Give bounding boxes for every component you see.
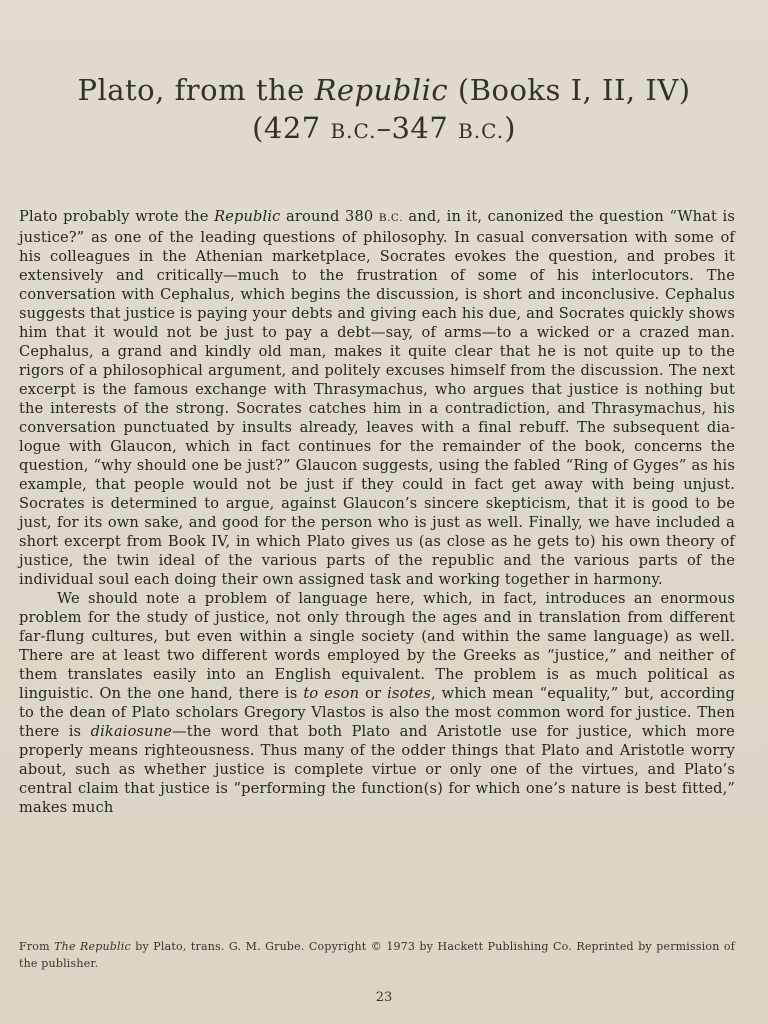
greek-term: dikaiosune <box>90 723 173 740</box>
body-text <box>19 207 735 817</box>
footnote-text: From <box>19 940 55 953</box>
text-run: , which mean “equality,” but, according to the dean of Plato scholars Gregory Vlastos is also the most common word for justice. Then there is <box>19 685 735 740</box>
era-label: B.C. <box>458 119 505 144</box>
date-text: ) <box>504 111 516 146</box>
text-run: and, in it, canonized the question “What is justice?” as one of the leading questions of philosophy. In casual conversation with some of his colleagues in the Athenian marketplace, Socrates evokes the question, and probes it extensively and critically—much to the frustration of some of his interlocutors. The conversation with Cephalus, which begins the discussion, is short and inconclusive. Cephalus suggests that justice is paying your debts and giving each his due, and Socrates quickly shows him that it would not be just to pay a debt—say, of arms—to a wicked or a crazed man. Cephalus, a grand and kindly old man, makes it quite clear that he is not quite up to the rigors of a philosophical argument, and politely excuses himself from the discussion. The next excerpt is the famous exchange with Thrasymachus, who argues that justice is nothing but the interests of the strong. Socrates catches him in a contradiction, and Thrasymachus, his conversation punctuated by insults already, leaves with a final rebuff. The subsequent dialogue with Glaucon, which in fact continues for the remainder of the book, concerns the question, “why should one be just?” Glaucon suggests, using the fabled “Ring of Gyges” as his example, that people would not be just if they could in fact get away with being unjust. Socrates is determined to argue, against Glaucon’s sincere skepticism, that it is good to be just, for its own sake, and good for the person who is just as well. Finally, we have included a short excerpt from Book IV, in which Plato gives us (as close as he gets to) his own theory of justice, the twin ideal of the various parts of the republic and the various parts of the individual soul each doing their own assigned task and working together in harmony. <box>19 208 735 588</box>
title-italic-text: Republic <box>314 73 449 108</box>
text-run: around 380 <box>280 208 379 225</box>
text-run: We should note a problem of language here, which, in fact, introduces an enormous problem for the study of justice, not only through the ages and in translation from different far-flung cultures, but even within a single society (and within the same language) as well. There are at least two different words employed by the Greeks as “justice,” and neither of them translates easily into an English equivalent. The problem is as much political as linguistic. On the one hand, there is <box>19 590 735 702</box>
title-line-2 <box>252 111 516 145</box>
era-label: B.C. <box>330 119 377 144</box>
date-text: (427 <box>252 111 331 146</box>
title-text: Plato, from the <box>77 73 315 108</box>
era-label: B.C. <box>378 212 403 224</box>
text-run: —the word that both Plato and Aristotle use for justice, which more properly means righteousness. Thus many of the odder things that Plato and Aristotle worry about, such as whether justice is complete virtue or only one of the virtues, and Plato’s central claim that justice is “performing the function(s) for which one’s nature is best fitted,” makes much <box>19 723 735 816</box>
title-text: (Books I, II, IV) <box>448 73 691 108</box>
paragraph-language <box>19 589 735 817</box>
paragraph-intro <box>19 207 735 589</box>
title-line-1 <box>77 73 690 107</box>
source-footnote <box>19 938 735 972</box>
text-run: Plato probably wrote the <box>19 208 215 225</box>
greek-term: to eson <box>303 685 360 702</box>
page-number: 23 <box>375 990 393 1005</box>
greek-term: isotes <box>387 685 431 702</box>
footnote-text: by Plato, trans. G. M. Grube. Copyright © 1973 by Hackett Publishing Co. Reprinted by permission of the publisher. <box>19 940 735 970</box>
chapter-title <box>0 71 768 150</box>
date-text: –347 <box>376 111 459 146</box>
text-run: or <box>359 685 388 702</box>
footnote-book-title: The Republic <box>54 940 131 953</box>
italic-title: Republic <box>214 208 281 225</box>
